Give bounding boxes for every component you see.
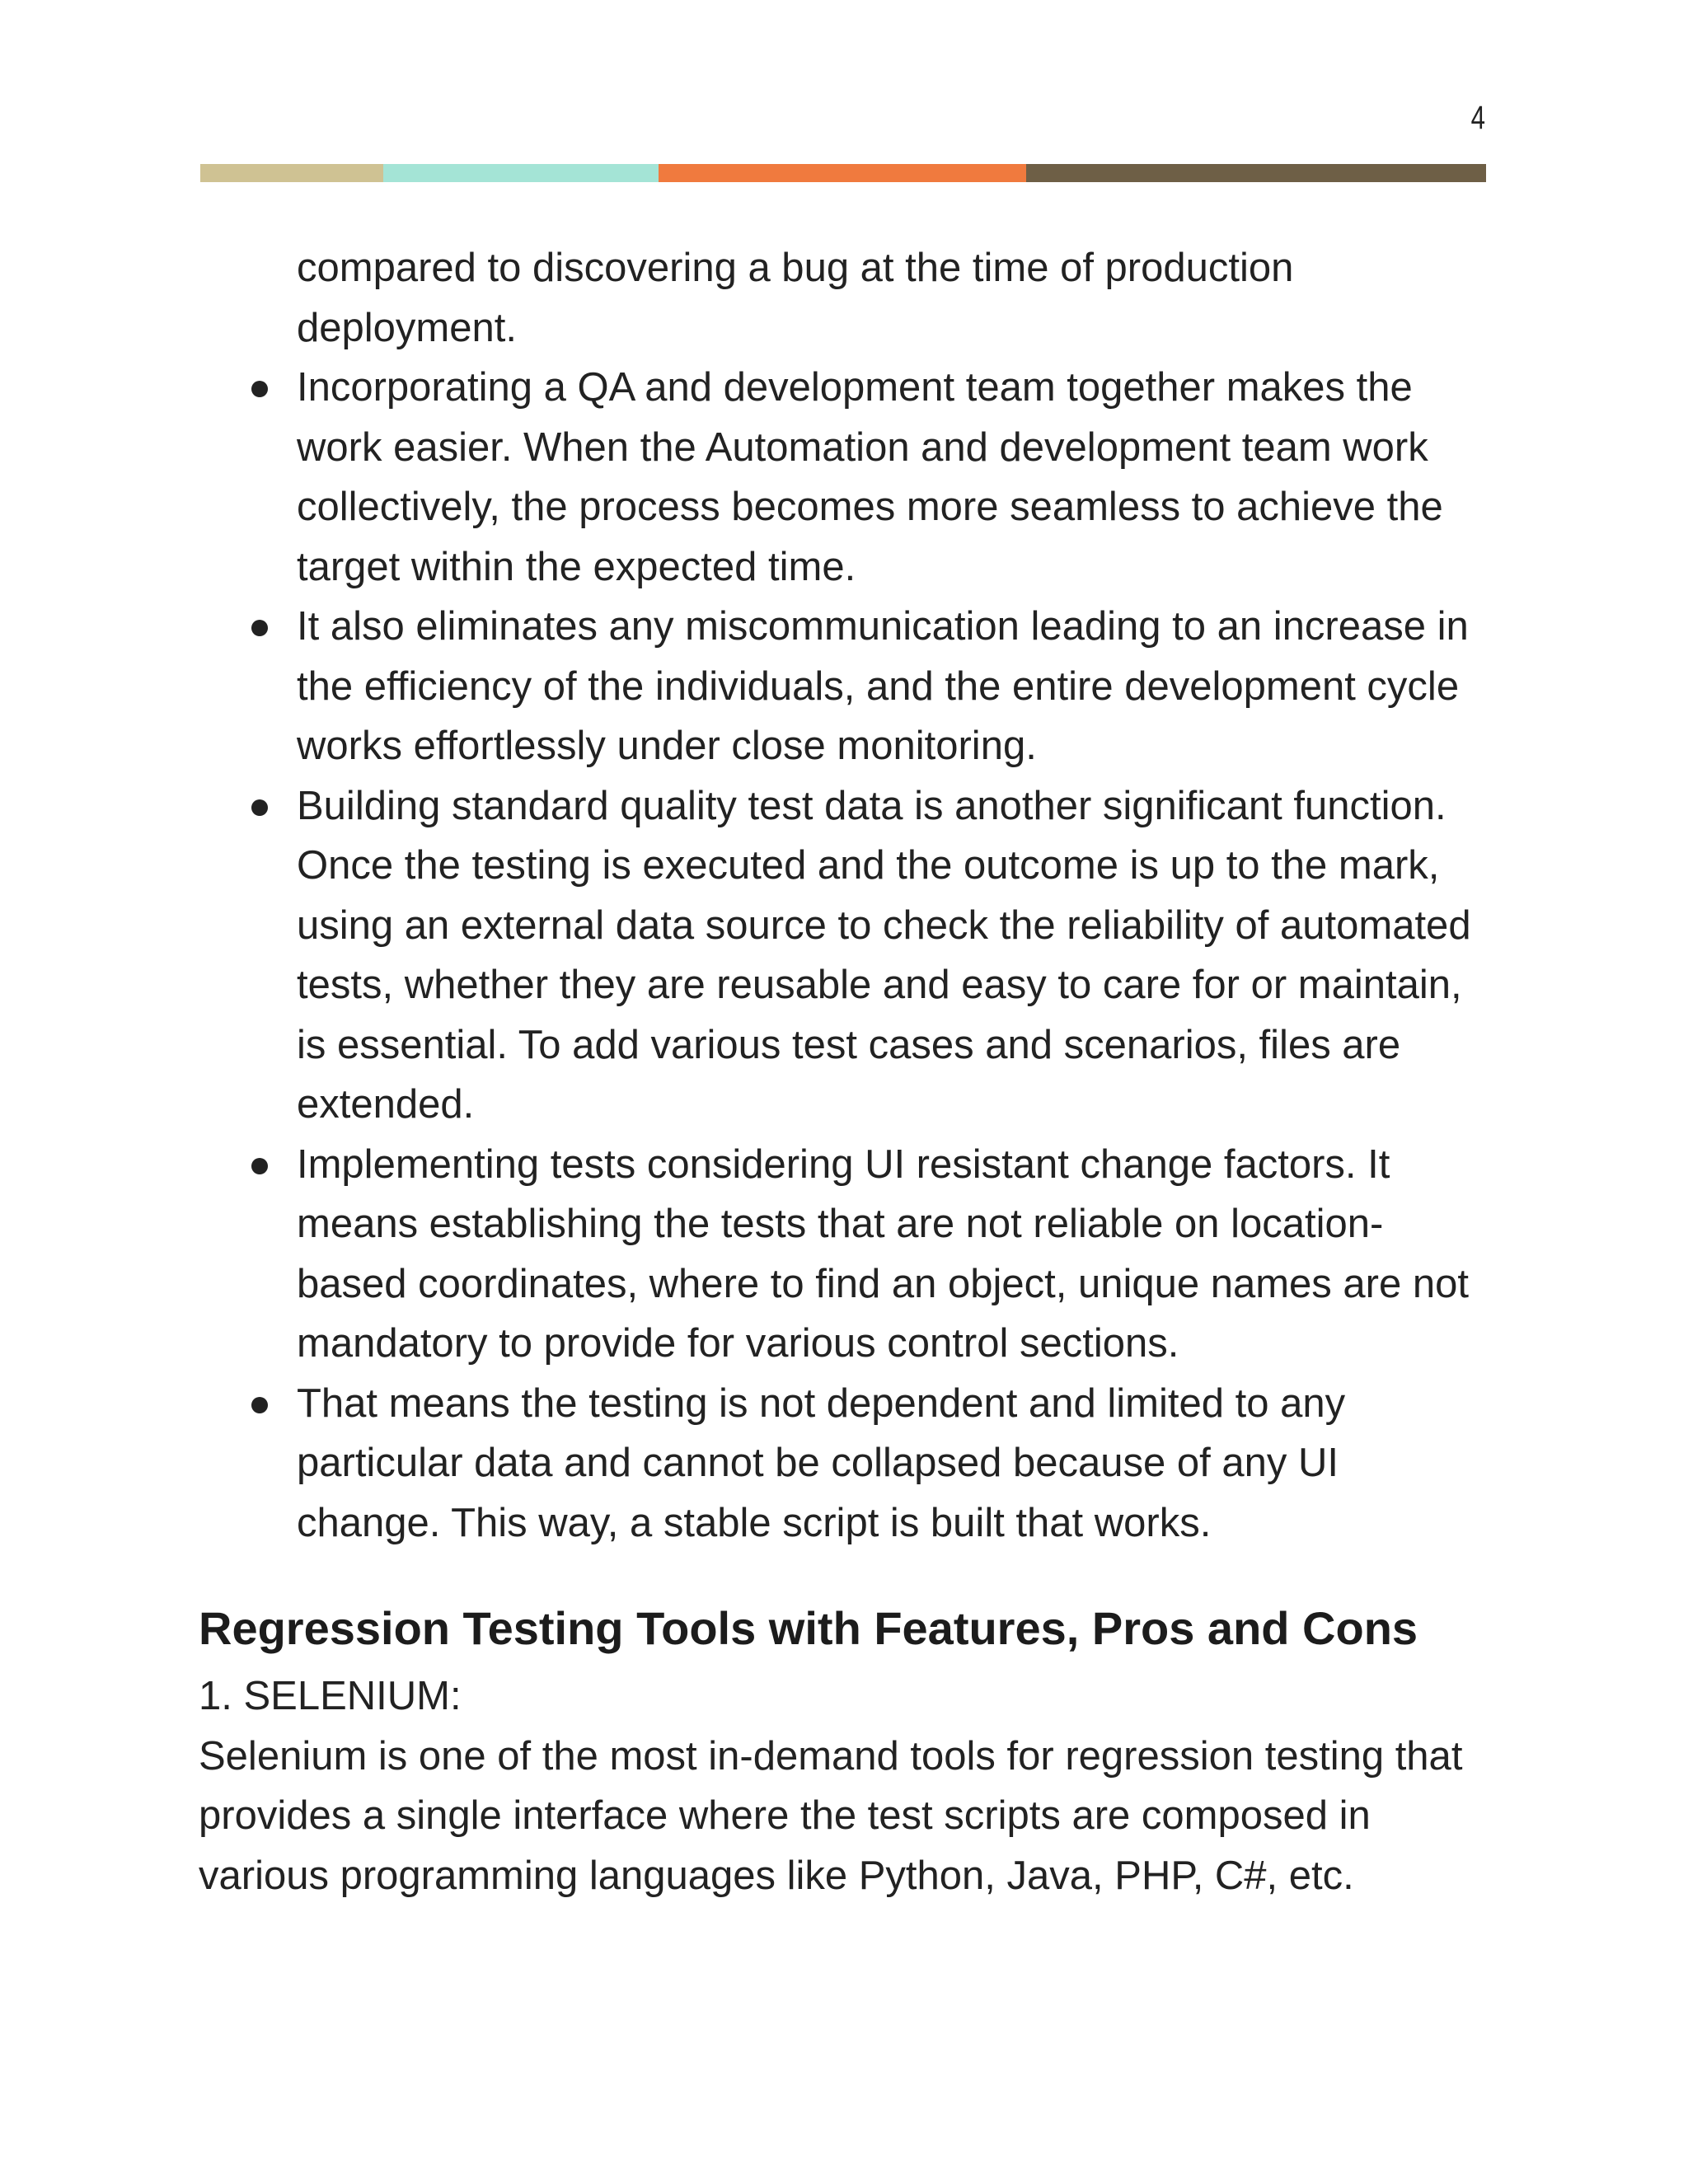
- section-heading: Regression Testing Tools with Features, Pros and Cons: [199, 1602, 1418, 1654]
- list-item: [199, 1135, 1493, 1374]
- list-item: [199, 1374, 1493, 1554]
- color-bar-segment-mint: [383, 164, 659, 182]
- bullet-text: Building standard quality test data is another significant function. Once the testing is executed and the outcome is up to the mark, using an external data source to check the reliability of automated tests, whether they are reusable and easy to care for or maintain, is essential. To add various test cases and scenarios, files are extended.: [297, 783, 1471, 1127]
- color-bar-segment-brown: [1026, 164, 1486, 182]
- tool-title: 1. SELENIUM:: [199, 1674, 462, 1718]
- bullet-icon: [251, 799, 268, 816]
- bullet-list: [199, 358, 1493, 1553]
- list-item: [199, 358, 1493, 597]
- header-color-bar: [200, 164, 1486, 182]
- color-bar-segment-orange: [659, 164, 1026, 182]
- list-item: [199, 776, 1493, 1135]
- page-number: 4: [1470, 100, 1485, 136]
- document-body: [199, 238, 1493, 1905]
- bullet-icon: [251, 381, 268, 397]
- bullet-text: Implementing tests considering UI resistant change factors. It means establishing the tests that are not reliable on location-based coordinates, where to find an object, unique names are not mandatory to provide for various control sections.: [297, 1141, 1469, 1366]
- color-bar-segment-tan: [200, 164, 383, 182]
- list-item: [199, 597, 1493, 776]
- bullet-icon: [251, 1158, 268, 1174]
- bullet-text: It also eliminates any miscommunication leading to an increase in the efficiency of the individuals, and the entire development cycle works effortlessly under close monitoring.: [297, 604, 1469, 768]
- bullet-text: Incorporating a QA and development team together makes the work easier. When the Automation and development team work collectively, the process becomes more seamless to achieve the target within the expected time.: [297, 365, 1443, 589]
- tool-description: Selenium is one of the most in-demand tools for regression testing that provides a single interface where the test scripts are composed in various programming languages like Python, Java, PHP, C#, etc.: [199, 1733, 1463, 1898]
- bullet-icon: [251, 1397, 268, 1413]
- bullet-icon: [251, 620, 268, 636]
- continuation-paragraph: compared to discovering a bug at the time of production deployment.: [297, 246, 1294, 350]
- bullet-text: That means the testing is not dependent and limited to any particular data and cannot be collapsed because of any UI change. This way, a stable script is built that works.: [297, 1380, 1346, 1545]
